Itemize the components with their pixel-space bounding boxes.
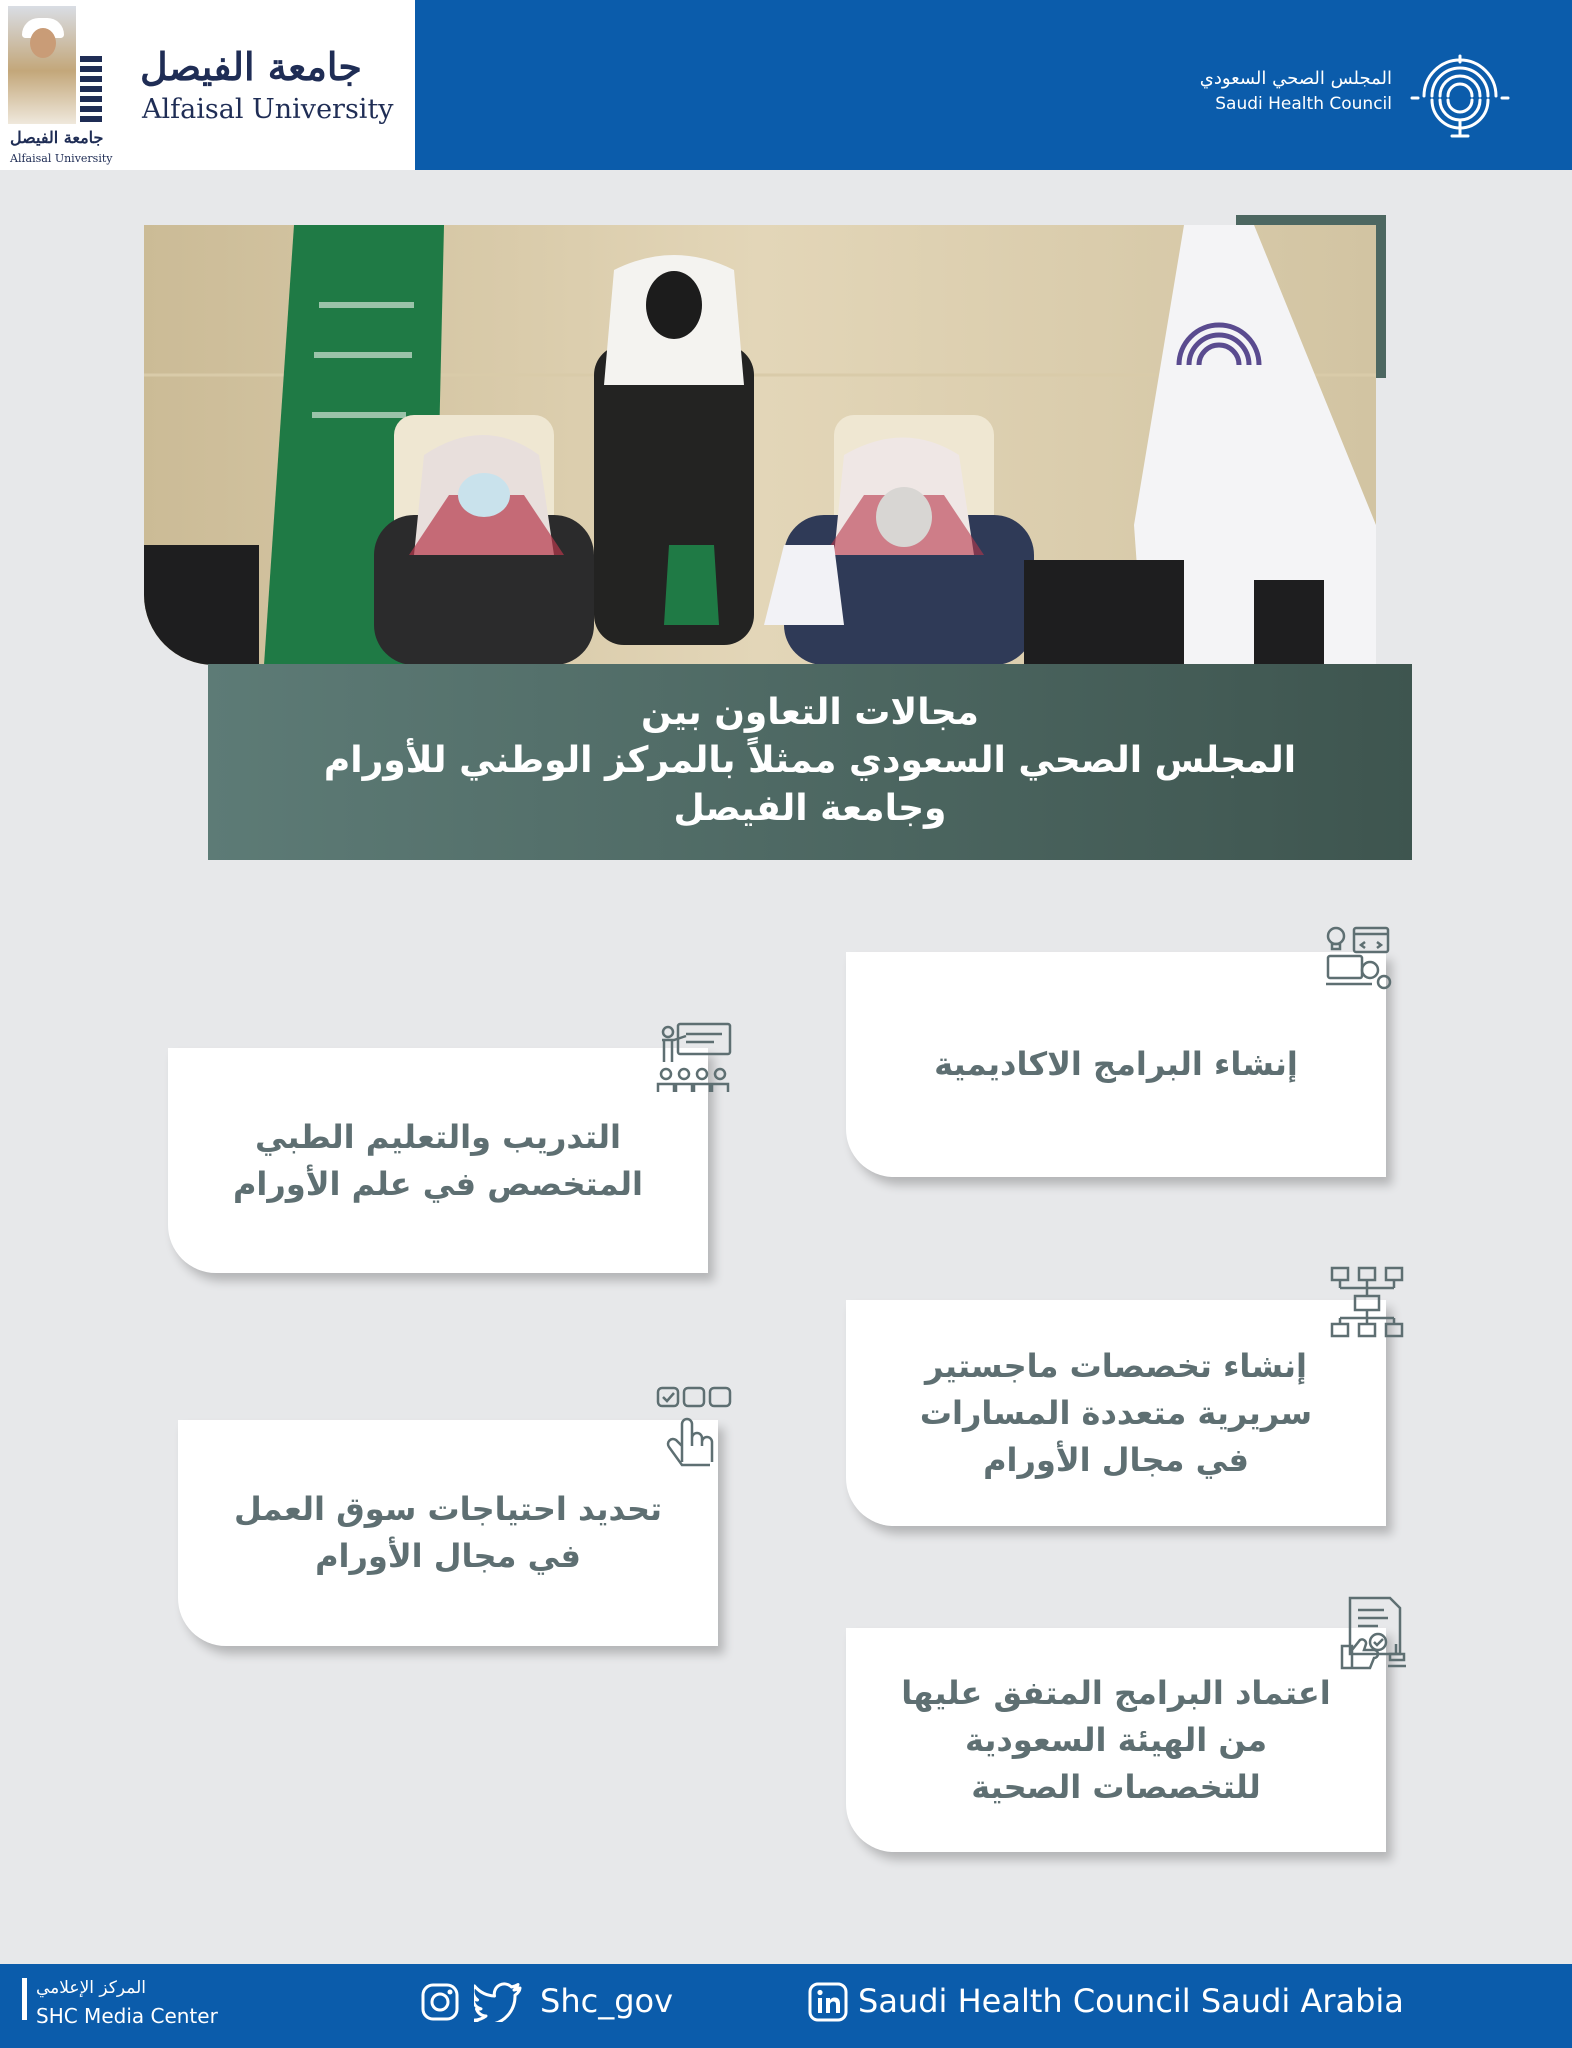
linkedin-icon[interactable] (808, 1982, 848, 2022)
twitter-icon[interactable] (474, 1982, 522, 2022)
card-market-line-1: تحديد احتياجات سوق العمل (233, 1490, 663, 1528)
king-portrait (8, 6, 76, 124)
card-accreditation-line-3: للتخصصات الصحية (971, 1767, 1261, 1806)
hand-select-icon (656, 1386, 732, 1472)
header-bar (0, 0, 1572, 170)
media-center-en: SHC Media Center (36, 2004, 218, 2028)
alfaisal-small-name-en: Alfaisal University (10, 152, 113, 165)
alfaisal-emblem-icon (80, 56, 102, 128)
card-training-line-2: المتخصص في علم الأورام (232, 1164, 644, 1203)
network-hierarchy-icon (1330, 1266, 1404, 1340)
card-academic-programs (846, 952, 1386, 1177)
card-masters-line-1: إنشاء تخصصات ماجستير (924, 1346, 1307, 1385)
media-center-ar: المركز الإعلامي (36, 1978, 146, 1998)
card-academic-line-1: إنشاء البرامج الاكاديمية (934, 1045, 1298, 1083)
social-handle[interactable]: Shc_gov (540, 1982, 674, 2020)
signing-ceremony-photo (144, 225, 1376, 665)
card-medical-training (168, 1048, 708, 1273)
footer-divider (22, 1978, 27, 2020)
card-labor-market (178, 1420, 718, 1646)
card-market-line-2: في مجال الأورام (315, 1537, 581, 1575)
title-line-3: وجامعة الفيصل (673, 788, 947, 829)
photo-illustration (144, 225, 1376, 665)
title-line-2: المجلس الصحي السعودي ممثلاً بالمركز الوطني للأورام (323, 740, 1297, 781)
alfaisal-name-ar: جامعة الفيصل (140, 44, 362, 89)
card-masters-specialties (846, 1300, 1386, 1526)
card-training-line-1: التدريب والتعليم الطبي (255, 1117, 621, 1156)
card-masters-line-2: سريرية متعددة المسارات (919, 1393, 1313, 1432)
linkedin-name[interactable]: Saudi Health Council Saudi Arabia (858, 1982, 1404, 2020)
card-accreditation (846, 1628, 1386, 1852)
instagram-icon[interactable] (420, 1982, 460, 2022)
approved-document-icon (1340, 1596, 1414, 1672)
footer-bar (0, 1964, 1572, 2048)
training-presentation-icon (656, 1022, 732, 1094)
shc-name-ar: المجلس الصحي السعودي (1199, 68, 1392, 89)
shc-name-en: Saudi Health Council (1215, 94, 1392, 114)
card-accreditation-line-1: اعتماد البرامج المتفق عليها (901, 1673, 1331, 1712)
shc-logo-icon (1410, 52, 1510, 140)
alfaisal-small-name-ar: جامعة الفيصل (10, 128, 104, 147)
card-masters-line-3: في مجال الأورام (983, 1440, 1249, 1479)
alfaisal-name-en: Alfaisal University (142, 94, 394, 125)
alfaisal-logo (0, 0, 415, 170)
idea-code-gear-icon (1320, 922, 1392, 994)
title-line-1: مجالات التعاون بين (641, 692, 979, 733)
title-band (208, 664, 1412, 860)
card-accreditation-line-2: من الهيئة السعودية (964, 1720, 1268, 1759)
